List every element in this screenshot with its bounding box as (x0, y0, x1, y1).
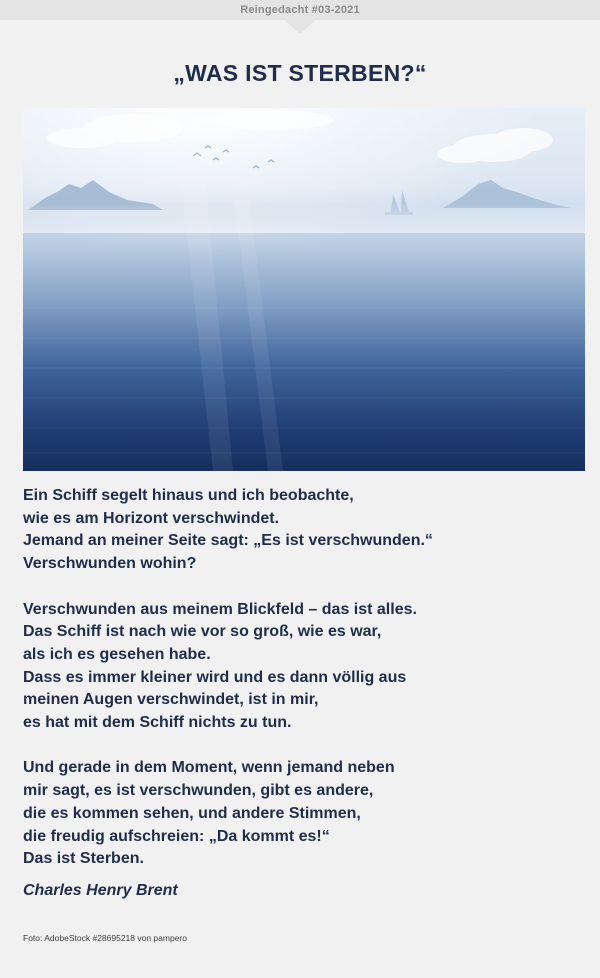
photo-credit: Foto: AdobeStock #28695218 von pampero (23, 933, 187, 943)
poem-line: Das ist Sterben. (23, 850, 144, 868)
poem-line: die es kommen sehen, und andere Stimmen, (23, 804, 361, 822)
banner-notch (284, 20, 316, 34)
issue-label: Reingedacht #03-2021 (240, 4, 360, 16)
poem-line: Jemand an meiner Seite sagt: „Es ist verschwunden.“ (23, 532, 433, 550)
page-title: „WAS IST STERBEN?“ (173, 60, 427, 86)
top-banner (0, 0, 600, 20)
poem-line: mir sagt, es ist verschwunden, gibt es andere, (23, 782, 374, 800)
poem-line: wie es am Horizont verschwindet. (23, 509, 280, 527)
poem-line: es hat mit dem Schiff nichts zu tun. (23, 714, 292, 732)
poem-line: Dass es immer kleiner wird und es dann völlig aus (23, 668, 407, 686)
stanza (23, 599, 583, 735)
stanza (23, 485, 583, 576)
poem-line: Verschwunden wohin? (23, 555, 197, 573)
poem-line: Und gerade in dem Moment, wenn jemand neben (23, 759, 395, 777)
poem-line: die freudig aufschreien: „Da kommt es!“ (23, 827, 330, 845)
poem-line: Ein Schiff segelt hinaus und ich beobachte, (23, 487, 354, 504)
stanza (23, 757, 583, 871)
poem-line: als ich es gesehen habe. (23, 645, 211, 663)
poem-text (23, 485, 583, 894)
poem-line: Verschwunden aus meinem Blickfeld – das ist alles. (23, 600, 417, 618)
poem-line: Das Schiff ist nach wie vor so groß, wie es war, (23, 623, 382, 641)
poem-line: meinen Augen verschwindet, ist in mir, (23, 691, 319, 709)
author-name: Charles Henry Brent (23, 882, 178, 899)
sea-horizon-image (23, 108, 585, 471)
